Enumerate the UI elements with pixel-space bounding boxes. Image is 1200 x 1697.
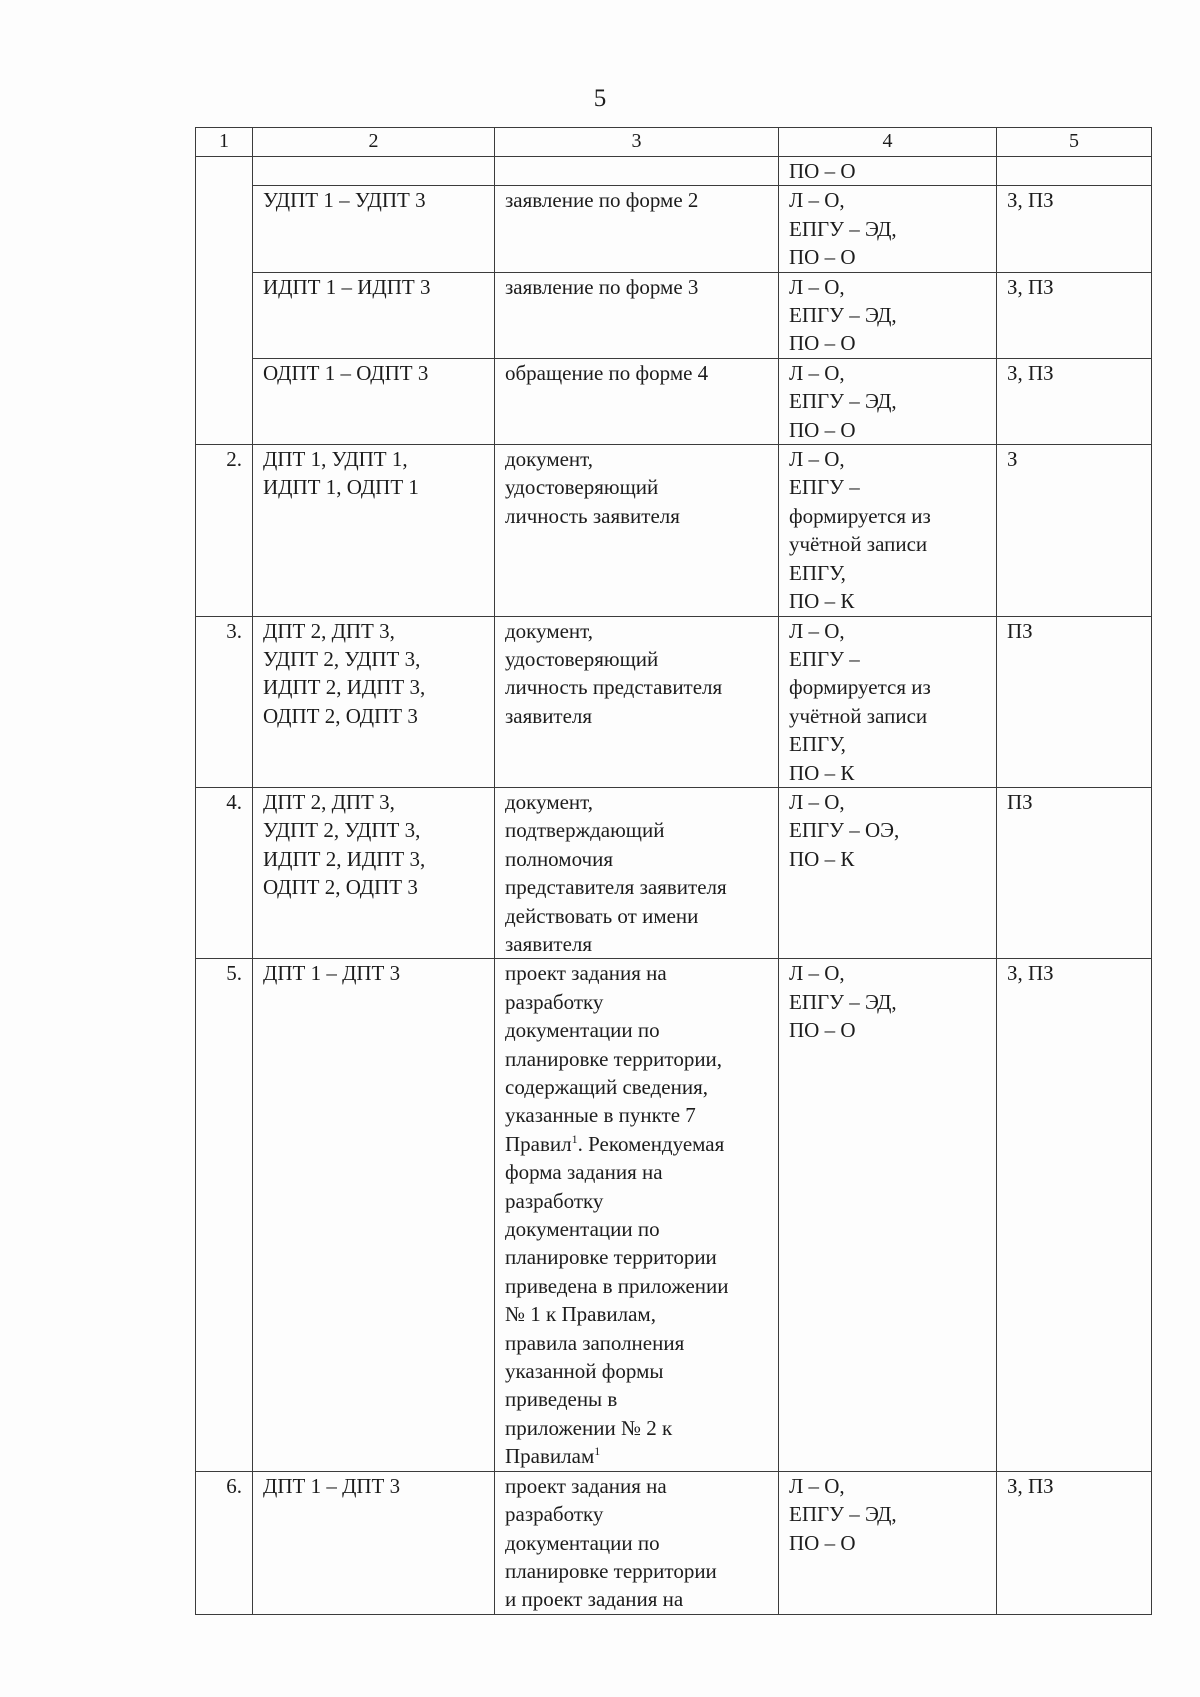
- cell-line: № 1 к Правилам,: [505, 1302, 656, 1327]
- cell-line: ЕПГУ – ЭД,: [789, 303, 897, 328]
- cell-line: документ,: [505, 618, 594, 643]
- col2-cell: [253, 616, 495, 787]
- cell-line: планировке территории: [505, 1245, 717, 1270]
- cell-line: ПО – О: [789, 331, 856, 356]
- cell-line: действовать от имени: [505, 903, 699, 928]
- table-row: [196, 186, 1152, 272]
- cell-line: ПО – К: [789, 589, 855, 614]
- table-row: [196, 1471, 1152, 1614]
- cell-line: ИДПТ 2, ИДПТ 3,: [263, 675, 426, 700]
- cell-line: ЕПГУ – ЭД,: [789, 1502, 897, 1527]
- cell-line: заявление по форме 3: [505, 274, 699, 299]
- cell-line: указанной формы: [505, 1359, 664, 1384]
- col2-cell: [253, 186, 495, 272]
- cell-line: планировке территории,: [505, 1046, 723, 1071]
- col5-cell: З, ПЗ: [997, 358, 1152, 444]
- table-row: [196, 358, 1152, 444]
- cell-line: УДПТ 2, УДПТ 3,: [263, 818, 421, 843]
- table-row: [196, 959, 1152, 1471]
- cell-line: ЕПГУ,: [789, 560, 846, 585]
- col2-cell: [253, 272, 495, 358]
- cell-line: ДПТ 1 – ДПТ 3: [263, 1473, 401, 1498]
- cell-line: документации по: [505, 1530, 660, 1555]
- col3-cell: [495, 186, 779, 272]
- table-header-row: [196, 128, 1152, 157]
- cell-line: ПО – О: [789, 1530, 856, 1555]
- cell-line: документ,: [505, 789, 594, 814]
- col3-cell: [495, 445, 779, 616]
- cell-line: приведена в приложении: [505, 1273, 729, 1298]
- cell-line: ПО – О: [789, 159, 856, 183]
- cell-line: ИДПТ 2, ИДПТ 3,: [263, 846, 426, 871]
- col3-cell: [495, 358, 779, 444]
- col3-cell: [495, 272, 779, 358]
- row-number-cell: 6.: [196, 1471, 253, 1614]
- column-header: 5: [997, 128, 1152, 157]
- col2-cell: [253, 1471, 495, 1614]
- cell-line: Л – О,: [789, 1473, 845, 1498]
- col2-cell: [253, 157, 495, 186]
- cell-line: Л – О,: [789, 618, 845, 643]
- cell-line: ДПТ 1 – ДПТ 3: [263, 961, 401, 986]
- col4-cell: [779, 358, 997, 444]
- column-header: 2: [253, 128, 495, 157]
- cell-line: документ,: [505, 447, 594, 472]
- cell-line: Правилам$^1$: [505, 1444, 601, 1469]
- col5-cell: З, ПЗ: [997, 186, 1152, 272]
- col4-cell: [779, 1471, 997, 1614]
- cell-line: представителя заявителя: [505, 875, 727, 900]
- cell-line: ЕПГУ – ЭД,: [789, 389, 897, 414]
- cell-line: правила заполнения: [505, 1330, 685, 1355]
- col3-cell: [495, 157, 779, 186]
- row-number-cell: [196, 157, 253, 445]
- cell-line: заявление по форме 2: [505, 188, 699, 213]
- col4-cell: [779, 787, 997, 958]
- col5-cell: З, ПЗ: [997, 1471, 1152, 1614]
- cell-line: Л – О,: [789, 447, 845, 472]
- cell-line: личность заявителя: [505, 503, 680, 528]
- cell-line: приложении № 2 к: [505, 1415, 673, 1440]
- footnote-mark: 1: [594, 1444, 601, 1459]
- cell-line: заявителя: [505, 703, 593, 728]
- cell-line: полномочия: [505, 846, 613, 871]
- cell-line: подтверждающий: [505, 818, 665, 843]
- requirements-table: [195, 127, 1152, 1615]
- cell-line: ЕПГУ –: [789, 646, 860, 671]
- cell-line: ЕПГУ –: [789, 475, 860, 500]
- col2-cell: [253, 358, 495, 444]
- cell-line: приведены в: [505, 1387, 618, 1412]
- column-header: 3: [495, 128, 779, 157]
- col4-cell: [779, 157, 997, 186]
- cell-line: учётной записи: [789, 703, 928, 728]
- cell-line: удостоверяющий: [505, 646, 659, 671]
- cell-line: ИДПТ 1 – ИДПТ 3: [263, 274, 431, 299]
- cell-line: ЕПГУ – ЭД,: [789, 216, 897, 241]
- cell-line: ИДПТ 1, ОДПТ 1: [263, 475, 419, 500]
- cell-line: форма задания на: [505, 1160, 663, 1185]
- cell-line: ПО – О: [789, 1018, 856, 1043]
- cell-line: Л – О,: [789, 961, 845, 986]
- cell-line: разработку: [505, 1188, 604, 1213]
- col5-cell: З, ПЗ: [997, 272, 1152, 358]
- cell-line: учётной записи: [789, 532, 928, 557]
- cell-line: ПО – К: [789, 846, 855, 871]
- row-number-cell: 3.: [196, 616, 253, 787]
- table-row: [196, 272, 1152, 358]
- row-number-cell: 4.: [196, 787, 253, 958]
- cell-line: Л – О,: [789, 789, 845, 814]
- col3-cell: [495, 959, 779, 1471]
- cell-line: формируется из: [789, 675, 931, 700]
- cell-line: удостоверяющий: [505, 475, 659, 500]
- cell-line: ЕПГУ – ОЭ,: [789, 818, 900, 843]
- cell-line: Л – О,: [789, 274, 845, 299]
- cell-line: обращение по форме 4: [505, 360, 709, 385]
- cell-line: ОДПТ 2, ОДПТ 3: [263, 875, 418, 900]
- col3-cell: [495, 787, 779, 958]
- col4-cell: [779, 186, 997, 272]
- cell-line: ЕПГУ,: [789, 732, 846, 757]
- cell-line: указанные в пункте 7: [505, 1103, 696, 1128]
- column-header: 1: [196, 128, 253, 157]
- cell-line: Правил$^1$. Рекомендуемая: [505, 1131, 725, 1156]
- cell-line: ОДПТ 1 – ОДПТ 3: [263, 360, 429, 385]
- cell-line: ПО – К: [789, 760, 855, 785]
- cell-line: разработку: [505, 1502, 604, 1527]
- cell-line: документации по: [505, 1217, 660, 1242]
- column-header: 4: [779, 128, 997, 157]
- cell-line: ПО – О: [789, 417, 856, 442]
- cell-line: заявителя: [505, 931, 593, 956]
- table-row: [196, 616, 1152, 787]
- row-number-cell: 2.: [196, 445, 253, 616]
- cell-line: планировке территории: [505, 1558, 717, 1583]
- cell-line: документации по: [505, 1018, 660, 1043]
- col5-cell: ПЗ: [997, 616, 1152, 787]
- page-number: 5: [593, 85, 607, 112]
- cell-line: ДПТ 2, ДПТ 3,: [263, 618, 395, 643]
- table-row: [196, 787, 1152, 958]
- cell-line: ОДПТ 2, ОДПТ 3: [263, 703, 418, 728]
- table-row: [196, 445, 1152, 616]
- cell-line: ДПТ 1, УДПТ 1,: [263, 447, 408, 472]
- cell-line: формируется из: [789, 503, 931, 528]
- cell-line: Л – О,: [789, 188, 845, 213]
- col3-cell: [495, 616, 779, 787]
- cell-line: ДПТ 2, ДПТ 3,: [263, 789, 395, 814]
- cell-line: УДПТ 1 – УДПТ 3: [263, 188, 426, 213]
- cell-line: содержащий сведения,: [505, 1075, 708, 1099]
- col4-cell: [779, 616, 997, 787]
- col5-cell: З: [997, 445, 1152, 616]
- cell-line: ЕПГУ – ЭД,: [789, 989, 897, 1014]
- cell-line: проект задания на: [505, 961, 667, 986]
- col4-cell: [779, 445, 997, 616]
- table-row: [196, 157, 1152, 186]
- col2-cell: [253, 959, 495, 1471]
- cell-line: личность представителя: [505, 675, 723, 700]
- col2-cell: [253, 787, 495, 958]
- col5-cell: З, ПЗ: [997, 959, 1152, 1471]
- cell-line: и проект задания на: [505, 1587, 684, 1612]
- col4-cell: [779, 272, 997, 358]
- cell-line: проект задания на: [505, 1473, 667, 1498]
- col5-cell: ПЗ: [997, 787, 1152, 958]
- row-number-cell: 5.: [196, 959, 253, 1471]
- footnote-mark: 1: [571, 1131, 578, 1146]
- cell-line: Л – О,: [789, 360, 845, 385]
- col3-cell: [495, 1471, 779, 1614]
- cell-line: УДПТ 2, УДПТ 3,: [263, 646, 421, 671]
- col5-cell: [997, 157, 1152, 186]
- col4-cell: [779, 959, 997, 1471]
- cell-line: разработку: [505, 989, 604, 1014]
- col2-cell: [253, 445, 495, 616]
- cell-line: ПО – О: [789, 245, 856, 270]
